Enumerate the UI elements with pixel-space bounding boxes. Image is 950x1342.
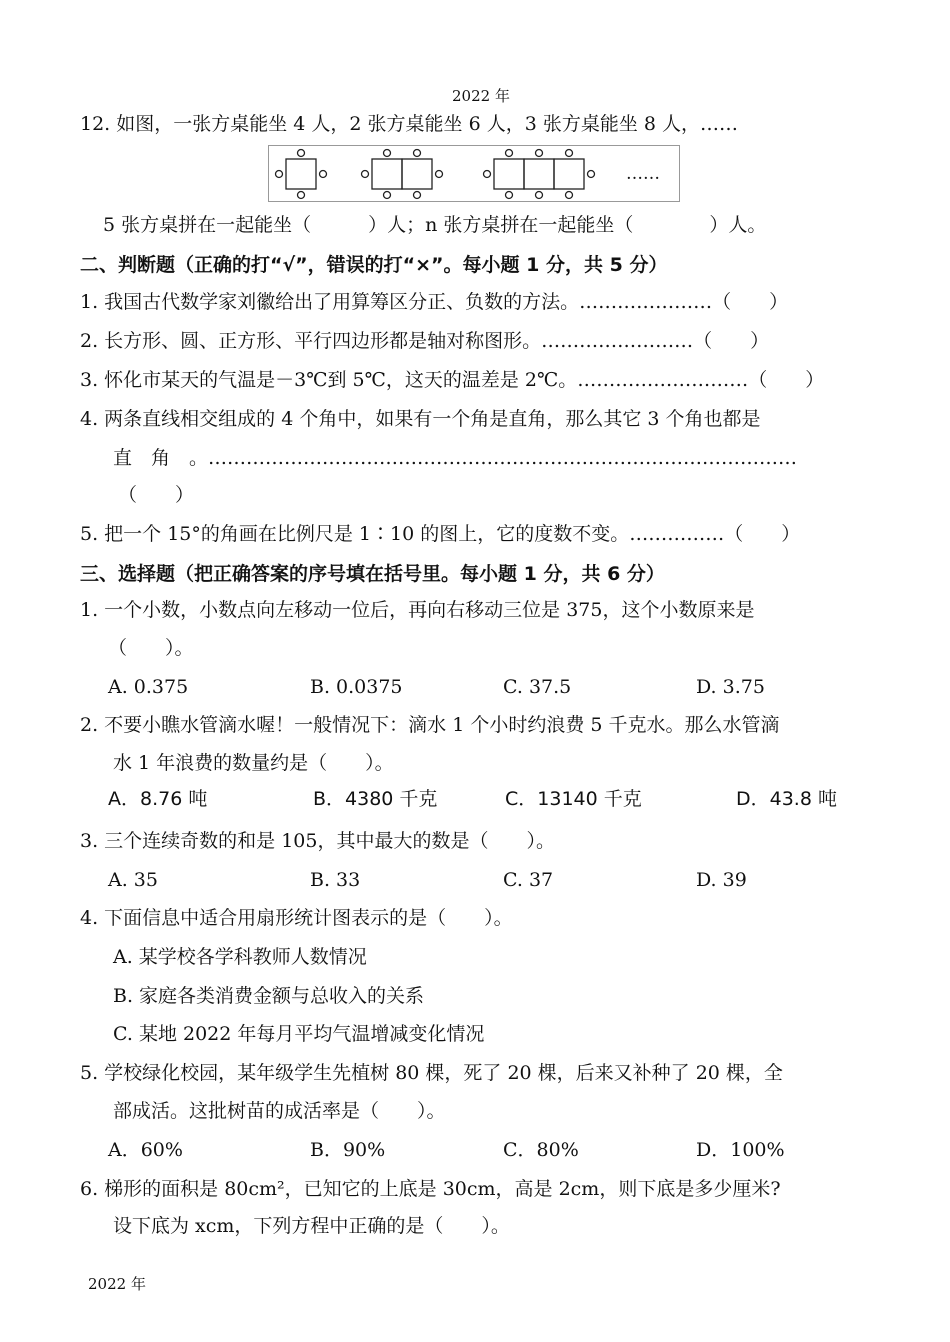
judge-q2: 2. 长方形、圆、正方形、平行四边形都是轴对称图形。……………………（ ） [80,330,770,352]
choice-q4: 4. 下面信息中适合用扇形统计图表示的是（ ）。 [80,907,513,929]
seat [298,150,305,157]
seat [320,171,327,178]
choice-q5-option-c: C．80% [503,1139,579,1161]
choice-q2-cont: 水 1 年浪费的数量约是（ ）。 [113,752,394,774]
table-3a [494,159,524,189]
tables-diagram [269,146,679,201]
figure-ellipsis: …… [626,164,660,184]
choice-q5-cont: 部成活。这批树苗的成活率是（ ）。 [113,1100,446,1122]
table-figure [268,145,680,202]
judge-q1: 1. 我国古代数学家刘徽给出了用算筹区分正、负数的方法。…………………（ ） [80,291,789,313]
table-3c [554,159,584,189]
section3-title: 三、选择题（把正确答案的序号填在括号里。每小题 1 分，共 6 分） [80,563,665,585]
section2-title: 二、判断题（正确的打“√”，错误的打“×”。每小题 1 分，共 5 分） [80,254,668,276]
judge-q3: 3. 怀化市某天的气温是－3℃到 5℃，这天的温差是 2℃。………………………（ ） [80,369,825,391]
choice-q3: 3. 三个连续奇数的和是 105，其中最大的数是（ ）。 [80,830,555,852]
choice-q3-option-c: C. 37 [503,869,554,891]
choice-q3-option-b: B. 33 [310,869,361,891]
choice-q5-option-d: D．100% [696,1139,785,1161]
choice-q2-option-b: B．4380 千克 [313,788,438,810]
choice-q4-option-c: C. 某地 2022 年每月平均气温增减变化情况 [113,1023,485,1045]
choice-q2-option-d: D．43.8 吨 [736,788,837,810]
choice-q1-option-c: C. 37.5 [503,676,572,698]
choice-q2-option-c: C．13140 千克 [505,788,642,810]
table-3b [524,159,554,189]
choice-q1-option-a: A. 0.375 [108,676,189,698]
table-2b [402,159,432,189]
choice-q4-option-a: A. 某学校各学科教师人数情况 [113,946,367,968]
choice-q1-option-d: D. 3.75 [696,676,765,698]
choice-q3-option-a: A. 35 [108,869,158,891]
choice-q6: 6. 梯形的面积是 80cm²，已知它的上底是 30cm，高是 2cm，则下底是多少厘米? [80,1178,781,1200]
choice-q2-option-a: A．8.76 吨 [108,788,208,810]
q12-blanks: 5 张方桌拼在一起能坐（ ）人；n 张方桌拼在一起能坐（ ）人。 [103,214,767,236]
choice-q5: 5. 学校绿化校园，某年级学生先植树 80 棵，死了 20 棵，后来又补种了 20 棵，全 [80,1062,783,1084]
seat [276,171,283,178]
choice-q6-cont: 设下底为 xcm，下列方程中正确的是（ ）。 [113,1215,510,1237]
choice-q5-option-b: B．90% [310,1139,386,1161]
q12-text: 12. 如图，一张方桌能坐 4 人，2 张方桌能坐 6 人，3 张方桌能坐 8 人，…… [80,113,739,135]
judge-q5: 5. 把一个 15°的角画在比例尺是 1∶10 的图上，它的度数不变。……………（ ） [80,523,801,545]
page-header: 2022 年 [452,87,510,105]
choice-q1-blank: （ ）。 [108,637,194,659]
choice-q2: 2. 不要小瞧水管滴水喔！一般情况下：滴水 1 个小时约浪费 5 千克水。那么水管滴 [80,714,780,736]
choice-q1: 1. 一个小数，小数点向左移动一位后，再向右移动三位是 375，这个小数原来是 [80,599,755,621]
table-2a [372,159,402,189]
table-1 [286,159,316,189]
seat [298,192,305,199]
choice-q5-option-a: A．60% [108,1139,183,1161]
judge-q4-blank: （ ） [118,484,195,506]
choice-q4-option-b: B. 家庭各类消费金额与总收入的关系 [113,985,425,1007]
judge-q4-cont: 直 角 。………………………………………………………………………………… [113,447,798,469]
choice-q3-option-d: D. 39 [696,869,747,891]
choice-q1-option-b: B. 0.0375 [310,676,403,698]
page-footer: 2022 年 [88,1275,146,1293]
judge-q4: 4. 两条直线相交组成的 4 个角中，如果有一个角是直角，那么其它 3 个角也都是 [80,408,761,430]
